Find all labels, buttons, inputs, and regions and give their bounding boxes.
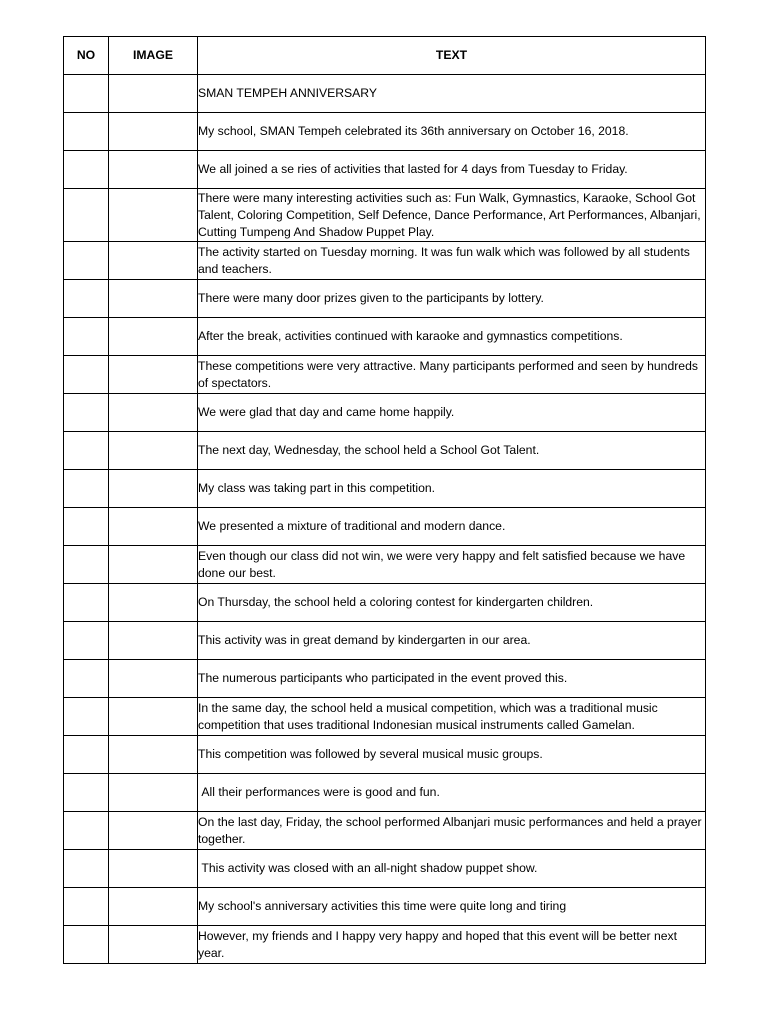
cell-text — [198, 432, 706, 470]
cell-text-content: My class was taking part in this competition. — [198, 481, 436, 495]
cell-image — [109, 926, 198, 964]
cell-image — [109, 698, 198, 736]
story-table — [63, 36, 706, 964]
table-row — [64, 318, 706, 356]
cell-text — [198, 356, 706, 394]
header-image: IMAGE — [109, 37, 198, 75]
cell-no — [64, 584, 109, 622]
cell-text — [198, 470, 706, 508]
cell-text-content: My school, SMAN Tempeh celebrated its 36th anniversary on October 16, 2018. — [198, 124, 629, 138]
cell-no — [64, 356, 109, 394]
cell-image — [109, 113, 198, 151]
header-row — [64, 37, 706, 75]
cell-image — [109, 432, 198, 470]
cell-no — [64, 242, 109, 280]
cell-no — [64, 394, 109, 432]
cell-image — [109, 356, 198, 394]
cell-text — [198, 926, 706, 964]
cell-image — [109, 151, 198, 189]
table-row — [64, 75, 706, 113]
cell-image — [109, 774, 198, 812]
table-body — [64, 75, 706, 964]
cell-image — [109, 660, 198, 698]
cell-text-content: My school's anniversary activities this time were quite long and tiring — [198, 899, 567, 913]
cell-no — [64, 508, 109, 546]
cell-text-content: However, my friends and I happy very happy and hoped that this event will be better next year. — [198, 928, 681, 960]
cell-image — [109, 318, 198, 356]
cell-no — [64, 850, 109, 888]
cell-text-content: This competition was followed by several musical music groups. — [198, 747, 543, 761]
table-row — [64, 242, 706, 280]
cell-text — [198, 280, 706, 318]
table-row — [64, 432, 706, 470]
cell-image — [109, 888, 198, 926]
cell-text — [198, 660, 706, 698]
cell-no — [64, 698, 109, 736]
cell-image — [109, 75, 198, 113]
cell-text — [198, 774, 706, 812]
table-row — [64, 774, 706, 812]
cell-no — [64, 318, 109, 356]
cell-no — [64, 812, 109, 850]
cell-no — [64, 75, 109, 113]
cell-text — [198, 698, 706, 736]
cell-text-content: In the same day, the school held a musical competition, which was a traditional music competition that uses traditional Indonesian musical instruments called Gamelan. — [198, 700, 662, 732]
cell-text-content: Even though our class did not win, we were very happy and felt satisfied because we have done our best. — [198, 548, 689, 580]
table-row — [64, 280, 706, 318]
table-row — [64, 812, 706, 850]
table-row — [64, 660, 706, 698]
header-no: NO — [64, 37, 109, 75]
cell-image — [109, 508, 198, 546]
table-row — [64, 470, 706, 508]
table-row — [64, 698, 706, 736]
document-page — [63, 36, 705, 964]
cell-text — [198, 242, 706, 280]
table-row — [64, 926, 706, 964]
cell-text-content: On Thursday, the school held a coloring contest for kindergarten children. — [198, 595, 594, 609]
cell-text-content: All their performances were is good and fun. — [198, 785, 440, 799]
cell-text — [198, 546, 706, 584]
cell-text-content: The numerous participants who participated in the event proved this. — [198, 671, 568, 685]
cell-image — [109, 584, 198, 622]
cell-no — [64, 113, 109, 151]
cell-image — [109, 850, 198, 888]
table-row — [64, 394, 706, 432]
cell-text — [198, 888, 706, 926]
cell-text-content: SMAN TEMPEH ANNIVERSARY — [198, 86, 378, 100]
cell-no — [64, 189, 109, 242]
cell-text — [198, 508, 706, 546]
cell-text-content: After the break, activities continued with karaoke and gymnastics competitions. — [198, 329, 623, 343]
cell-no — [64, 622, 109, 660]
cell-text-content: There were many interesting activities such as: Fun Walk, Gymnastics, Karaoke, School Got Talent, Coloring Competition, Self Defence, Dance Performance, Art Performances, Albanjari, Cutting Tumpeng And Shadow Puppet Play. — [198, 190, 705, 239]
table-row — [64, 584, 706, 622]
cell-image — [109, 736, 198, 774]
table-row — [64, 736, 706, 774]
table-row — [64, 546, 706, 584]
cell-no — [64, 546, 109, 584]
cell-text-content: These competitions were very attractive. Many participants performed and seen by hundreds of spectators. — [198, 358, 702, 390]
cell-text — [198, 736, 706, 774]
cell-text — [198, 622, 706, 660]
table-row — [64, 356, 706, 394]
cell-image — [109, 189, 198, 242]
cell-no — [64, 660, 109, 698]
cell-text-content: The activity started on Tuesday morning. It was fun walk which was followed by all students and teachers. — [198, 244, 694, 276]
cell-image — [109, 546, 198, 584]
cell-text-content: There were many door prizes given to the participants by lottery. — [198, 291, 544, 305]
table-row — [64, 151, 706, 189]
cell-text — [198, 584, 706, 622]
table-row — [64, 850, 706, 888]
cell-image — [109, 812, 198, 850]
cell-text — [198, 318, 706, 356]
cell-image — [109, 394, 198, 432]
cell-image — [109, 280, 198, 318]
cell-text-content: This activity was in great demand by kindergarten in our area. — [198, 633, 531, 647]
cell-text — [198, 850, 706, 888]
cell-no — [64, 280, 109, 318]
cell-no — [64, 470, 109, 508]
cell-text — [198, 394, 706, 432]
table-row — [64, 622, 706, 660]
cell-text-content: We all joined a se ries of activities that lasted for 4 days from Tuesday to Friday. — [198, 162, 628, 176]
cell-text — [198, 812, 706, 850]
header-text: TEXT — [198, 37, 706, 75]
cell-image — [109, 470, 198, 508]
cell-no — [64, 926, 109, 964]
table-row — [64, 189, 706, 242]
cell-no — [64, 888, 109, 926]
cell-no — [64, 432, 109, 470]
cell-no — [64, 774, 109, 812]
cell-text — [198, 189, 706, 242]
cell-no — [64, 736, 109, 774]
cell-no — [64, 151, 109, 189]
cell-text-content: We were glad that day and came home happily. — [198, 405, 455, 419]
cell-text-content: On the last day, Friday, the school performed Albanjari music performances and held a prayer together. — [198, 814, 705, 846]
cell-text-content: The next day, Wednesday, the school held a School Got Talent. — [198, 443, 540, 457]
table-row — [64, 888, 706, 926]
cell-image — [109, 622, 198, 660]
cell-text — [198, 113, 706, 151]
cell-text-content: We presented a mixture of traditional and modern dance. — [198, 519, 506, 533]
table-row — [64, 113, 706, 151]
cell-text — [198, 151, 706, 189]
table-row — [64, 508, 706, 546]
cell-text-content: This activity was closed with an all-night shadow puppet show. — [198, 861, 538, 875]
cell-image — [109, 242, 198, 280]
cell-text — [198, 75, 706, 113]
